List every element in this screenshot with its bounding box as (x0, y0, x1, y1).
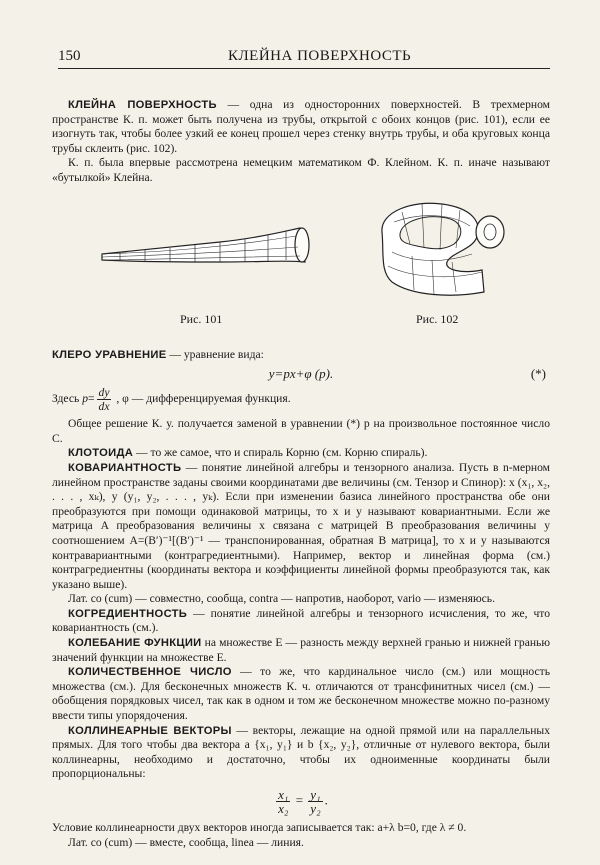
figure-101-caption: Рис. 101 (180, 311, 223, 326)
figure-101 (100, 216, 320, 276)
clothoid-term: КЛОТОИДА (68, 447, 134, 460)
clairaut-entry (52, 348, 550, 363)
figure-102-caption: Рис. 102 (416, 311, 459, 326)
klein-entry (52, 98, 550, 156)
covariance-term: КОВАРИАНТНОСТЬ (68, 461, 182, 474)
oscillation-term: КОЛЕБАНИЕ ФУНКЦИИ (68, 637, 202, 650)
page-body (52, 98, 550, 850)
figures-row (52, 192, 550, 342)
collinear-condition: Условие коллинеарности двух векторов иногда записывается так: a+λ b=0, где λ ≠ 0. (52, 821, 467, 834)
klein-text-1: — одна из односторонних поверхностей. В трехмерном пространстве К. п. может быть получена из трубы, открытой с обоих концов (рис. 101), если ее изогнуть так, чтобы более узкий ее конец прошел через стенку внутрь трубы, и оба круговых конца трубы склеить (рис. 102). (52, 98, 550, 155)
covariance-entry: КОВАРИАНТНОСТЬ — понятие линейной алгебры и тензорного анализа. Пусть в n-мерном линейном пространстве заданы своими координатами две величины (см. Тензор и Спинор): x (x₁, x₂, . . . , xₖ), y (y₁, y₂, . . . , yₖ). Если при изменении базиса линейного пространства обе они преобразуются при помощи одинаковой матрицы, то x и y называют ковариантными. Если же матрица A преобразования величины x связана с матрицей B преобразования величины y соотношением A=(B′)⁻¹[(B′)⁻¹ — транспонированная, обратная B матрица], то x и y называются контравариантными (контрагредиентными). Например, вектор и линейная форма (см.) контрагредиентны (координаты вектора и коэффициенты линейной формы преобразуются так, как указано выше). (52, 460, 550, 591)
dy-dx-fraction: $\frac{dy}{dx}$ (98, 386, 110, 414)
clairaut-text-1: — уравнение вида: (166, 347, 264, 361)
clairaut-where: Здесь p= $\frac{dy}{dx}$ , φ — дифференцируемая функция. (52, 386, 291, 414)
figure-102 (372, 192, 522, 302)
klein-text-2: К. п. была впервые рассмотрена немецким математиком Ф. Клейном. К. п. иначе называют «бутылкой» Клейна. (52, 156, 550, 184)
cogredience-entry: КОГРЕДИЕНТНОСТЬ — понятие линейной алгебры и тензорного исчисления, то же, что ковариантность (см.). (52, 606, 550, 635)
cardinal-entry: КОЛИЧЕСТВЕННОЕ ЧИСЛО — то же, что кардинальное число (см.) или мощность множества (см.). Для бесконечных множеств К. ч. отличаются от трансфинитных чисел (см.) — обобщения порядковых чисел, так как в одном и том же бесконечном множестве можно по-разному ввести типы упорядочения. (52, 665, 550, 723)
running-title: КЛЕЙНА ПОВЕРХНОСТЬ (228, 48, 412, 64)
cogredience-term: КОГРЕДИЕНТНОСТЬ (68, 607, 188, 620)
collinear-term: КОЛЛИНЕАРНЫЕ ВЕКТОРЫ (68, 724, 232, 737)
clothoid-entry: КЛОТОИДА — то же самое, что и спираль Корню (см. Корню спираль). (68, 446, 428, 460)
clairaut-equation (52, 362, 550, 386)
clairaut-text-2: Общее решение К. у. получается заменой в уравнении (*) p на произвольное постоянное число C. (52, 417, 550, 445)
clairaut-equation-mark: (*) (530, 366, 546, 382)
clairaut-term: КЛЕРО УРАВНЕНИЕ (52, 348, 167, 361)
clairaut-equation-text: y=px+φ (p). (268, 366, 334, 382)
page-header (58, 48, 550, 69)
collinear-entry: КОЛЛИНЕАРНЫЕ ВЕКТОРЫ — векторы, лежащие на одной прямой или на параллельных прямых. Для того чтобы два вектора a {x₁, y₁} и b {x₂, y₂}, отличные от нулевого вектора, были коллинеарны, необходимо и достаточно, чтобы их одноименные координаты были пропорциональны: (52, 723, 550, 781)
collinear-latin: Лат. co (cum) — вместе, сообща, linea — линия. (68, 835, 304, 849)
oscillation-entry: КОЛЕБАНИЕ ФУНКЦИИ на множестве E — разность между верхней гранью и нижней гранью значений функции на множестве E. (52, 636, 550, 664)
page-number: 150 (58, 48, 81, 64)
klein-term: КЛЕЙНА ПОВЕРХНОСТЬ (68, 99, 217, 111)
collinear-equation: $\frac{\text{x₁}}{\text{x₂}}$ = $\frac{\text{y₁}}{\text{y₂}}$ . (278, 787, 328, 816)
cardinal-term: КОЛИЧЕСТВЕННОЕ ЧИСЛО (68, 666, 232, 679)
covariance-latin: Лат. co (cum) — совместно, сообща, contra — напротив, наоборот, vario — изменяюсь. (68, 592, 495, 606)
